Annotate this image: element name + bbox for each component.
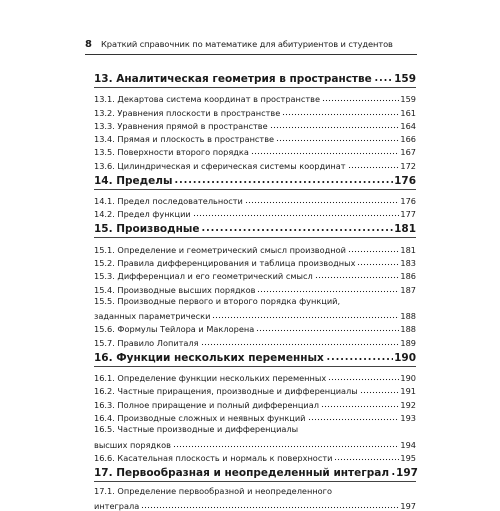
toc-entry-title: 14. Пределы bbox=[94, 174, 173, 187]
dot-leader bbox=[276, 139, 399, 142]
toc-section-row bbox=[94, 118, 416, 131]
dot-leader bbox=[321, 405, 399, 408]
toc-entry-title: 14.2. Предел функции bbox=[94, 209, 191, 220]
toc-entry-title-line: 17.1. Определение первообразной и неопределенного bbox=[94, 485, 332, 496]
toc-page-number: 176 bbox=[394, 174, 416, 187]
table-of-contents bbox=[94, 69, 416, 511]
toc-section-row bbox=[94, 450, 416, 463]
toc-entry-title: 16.1. Определение функции нескольких переменных bbox=[94, 373, 327, 384]
toc-page-number: 164 bbox=[400, 120, 416, 131]
toc-page-number: 192 bbox=[400, 399, 416, 410]
page-number: 8 bbox=[85, 39, 92, 50]
toc-page-number: 176 bbox=[400, 196, 416, 207]
toc-page-number: 177 bbox=[400, 209, 416, 220]
running-header bbox=[85, 39, 417, 55]
dot-leader bbox=[251, 152, 399, 155]
toc-page-number: 193 bbox=[400, 412, 416, 423]
dot-leader bbox=[141, 506, 399, 509]
toc-entry-title: 13.2. Уравнения плоскости в пространстве bbox=[94, 107, 281, 118]
toc-chapter-row bbox=[94, 463, 416, 482]
toc-section-row bbox=[94, 91, 416, 104]
toc-chapter-row bbox=[94, 348, 416, 367]
dot-leader bbox=[374, 78, 393, 82]
toc-page-number: 188 bbox=[400, 311, 416, 322]
dot-leader bbox=[308, 418, 400, 421]
toc-section-row bbox=[94, 410, 416, 423]
dot-leader bbox=[348, 166, 400, 169]
toc-section-row bbox=[94, 295, 416, 322]
toc-page-number: 183 bbox=[400, 257, 416, 268]
toc-section-row bbox=[94, 396, 416, 409]
toc-page-number: 167 bbox=[400, 147, 416, 158]
toc-entry-title: 13. Аналитическая геометрия в пространстве bbox=[94, 73, 372, 85]
dot-leader bbox=[245, 201, 400, 204]
toc-section-row bbox=[94, 370, 416, 383]
toc-entry-title: 15.4. Производные высших порядков bbox=[94, 284, 256, 295]
toc-section-row bbox=[94, 383, 416, 396]
toc-section-row bbox=[94, 423, 416, 450]
toc-entry-title: 13.4. Прямая и плоскость в пространстве bbox=[94, 134, 275, 145]
dot-leader bbox=[326, 357, 393, 361]
toc-section-row bbox=[94, 131, 416, 144]
toc-section-row bbox=[94, 268, 416, 281]
toc-entry-title-line: 16.5. Частные производные и дифференциалы bbox=[94, 423, 299, 434]
dot-leader bbox=[282, 113, 399, 116]
toc-entry-title: интеграла bbox=[94, 501, 140, 511]
dot-leader bbox=[212, 316, 399, 319]
toc-entry-title: 16. Функции нескольких переменных bbox=[94, 351, 324, 364]
dot-leader bbox=[391, 472, 395, 476]
toc-page-number: 191 bbox=[400, 386, 416, 397]
toc-page-number: 194 bbox=[400, 439, 416, 450]
toc-section-row bbox=[94, 144, 416, 157]
toc-page-number: 159 bbox=[394, 73, 416, 85]
toc-section-row bbox=[94, 321, 416, 334]
toc-page-number: 166 bbox=[400, 134, 416, 145]
toc-chapter-row bbox=[94, 171, 416, 190]
toc-section-row bbox=[94, 193, 416, 206]
toc-entry-title: 17. Первообразная и неопределенный интеграл bbox=[94, 466, 390, 479]
toc-entry-title: 15.3. Дифференциал и его геометрический смысл bbox=[94, 271, 313, 282]
toc-entry-tail bbox=[94, 436, 416, 449]
toc-entry-title: 16.4. Производные сложных и неявных функций bbox=[94, 412, 306, 423]
dot-leader bbox=[328, 378, 399, 381]
toc-entry-title: 15.1. Определение и геометрический смысл производной bbox=[94, 244, 346, 255]
toc-entry-title: 15. Производные bbox=[94, 223, 200, 236]
toc-entry-title: 13.5. Поверхности второго порядка bbox=[94, 147, 249, 158]
toc-entry-title: 13.1. Декартова система координат в пространстве bbox=[94, 94, 321, 105]
dot-leader bbox=[193, 214, 400, 217]
toc-page-number: 188 bbox=[400, 324, 416, 335]
toc-entry-title: 15.6. Формулы Тейлора и Маклорена bbox=[94, 324, 255, 335]
dot-leader bbox=[174, 180, 393, 184]
dot-leader bbox=[315, 276, 400, 279]
toc-entry-tail bbox=[94, 498, 416, 511]
toc-chapter-row bbox=[94, 69, 416, 88]
toc-entry-title: 16.2. Частные приращения, производные и дифференциалы bbox=[94, 386, 358, 397]
toc-page-number: 190 bbox=[394, 351, 416, 364]
dot-leader bbox=[257, 290, 399, 293]
dot-leader bbox=[334, 458, 399, 461]
toc-entry-title: заданных параметрически bbox=[94, 311, 211, 322]
dot-leader bbox=[201, 343, 400, 346]
toc-page-number: 159 bbox=[400, 94, 416, 105]
toc-entry-title: 16.3. Полное приращение и полный дифференциал bbox=[94, 399, 319, 410]
toc-page-number: 172 bbox=[400, 160, 416, 171]
running-title: Краткий справочник по математике для абитуриентов и студентов bbox=[101, 39, 393, 49]
toc-entry-title: 13.3. Уравнения прямой в пространстве bbox=[94, 120, 268, 131]
toc-page-number: 181 bbox=[394, 223, 416, 236]
toc-section-row bbox=[94, 281, 416, 294]
toc-entry-title: 13.6. Цилиндрическая и сферическая системы координат bbox=[94, 160, 346, 171]
toc-entry-title: высших порядков bbox=[94, 439, 171, 450]
toc-page-number: 161 bbox=[400, 107, 416, 118]
toc-page-number: 181 bbox=[400, 244, 416, 255]
toc-page-number: 190 bbox=[400, 373, 416, 384]
dot-leader bbox=[360, 391, 400, 394]
toc-section-row bbox=[94, 104, 416, 117]
toc-section-row bbox=[94, 255, 416, 268]
dot-leader bbox=[201, 228, 393, 232]
dot-leader bbox=[322, 99, 399, 102]
toc-entry-tail bbox=[94, 308, 416, 321]
toc-page-number: 197 bbox=[400, 501, 416, 511]
toc-entry-title-line: 15.5. Производные первого и второго порядка функций, bbox=[94, 295, 341, 306]
toc-page-number: 187 bbox=[400, 284, 416, 295]
toc-page-number: 197 bbox=[396, 466, 418, 479]
toc-entry-title: 15.7. Правило Лопиталя bbox=[94, 337, 199, 348]
toc-page-number: 189 bbox=[400, 337, 416, 348]
toc-page-number: 195 bbox=[400, 452, 416, 463]
toc-entry-title: 15.2. Правила дифференцирования и таблица производных bbox=[94, 257, 356, 268]
toc-entry-title: 16.6. Касательная плоскость и нормаль к поверхности bbox=[94, 452, 333, 463]
toc-section-row bbox=[94, 485, 416, 511]
toc-section-row bbox=[94, 334, 416, 347]
toc-section-row bbox=[94, 206, 416, 219]
dot-leader bbox=[270, 126, 400, 129]
toc-page-number: 186 bbox=[400, 271, 416, 282]
dot-leader bbox=[256, 329, 399, 332]
dot-leader bbox=[348, 250, 399, 253]
toc-section-row bbox=[94, 157, 416, 170]
dot-leader bbox=[357, 263, 399, 266]
toc-section-row bbox=[94, 241, 416, 254]
toc-chapter-row bbox=[94, 219, 416, 238]
toc-entry-title: 14.1. Предел последовательности bbox=[94, 196, 243, 207]
dot-leader bbox=[173, 445, 399, 448]
